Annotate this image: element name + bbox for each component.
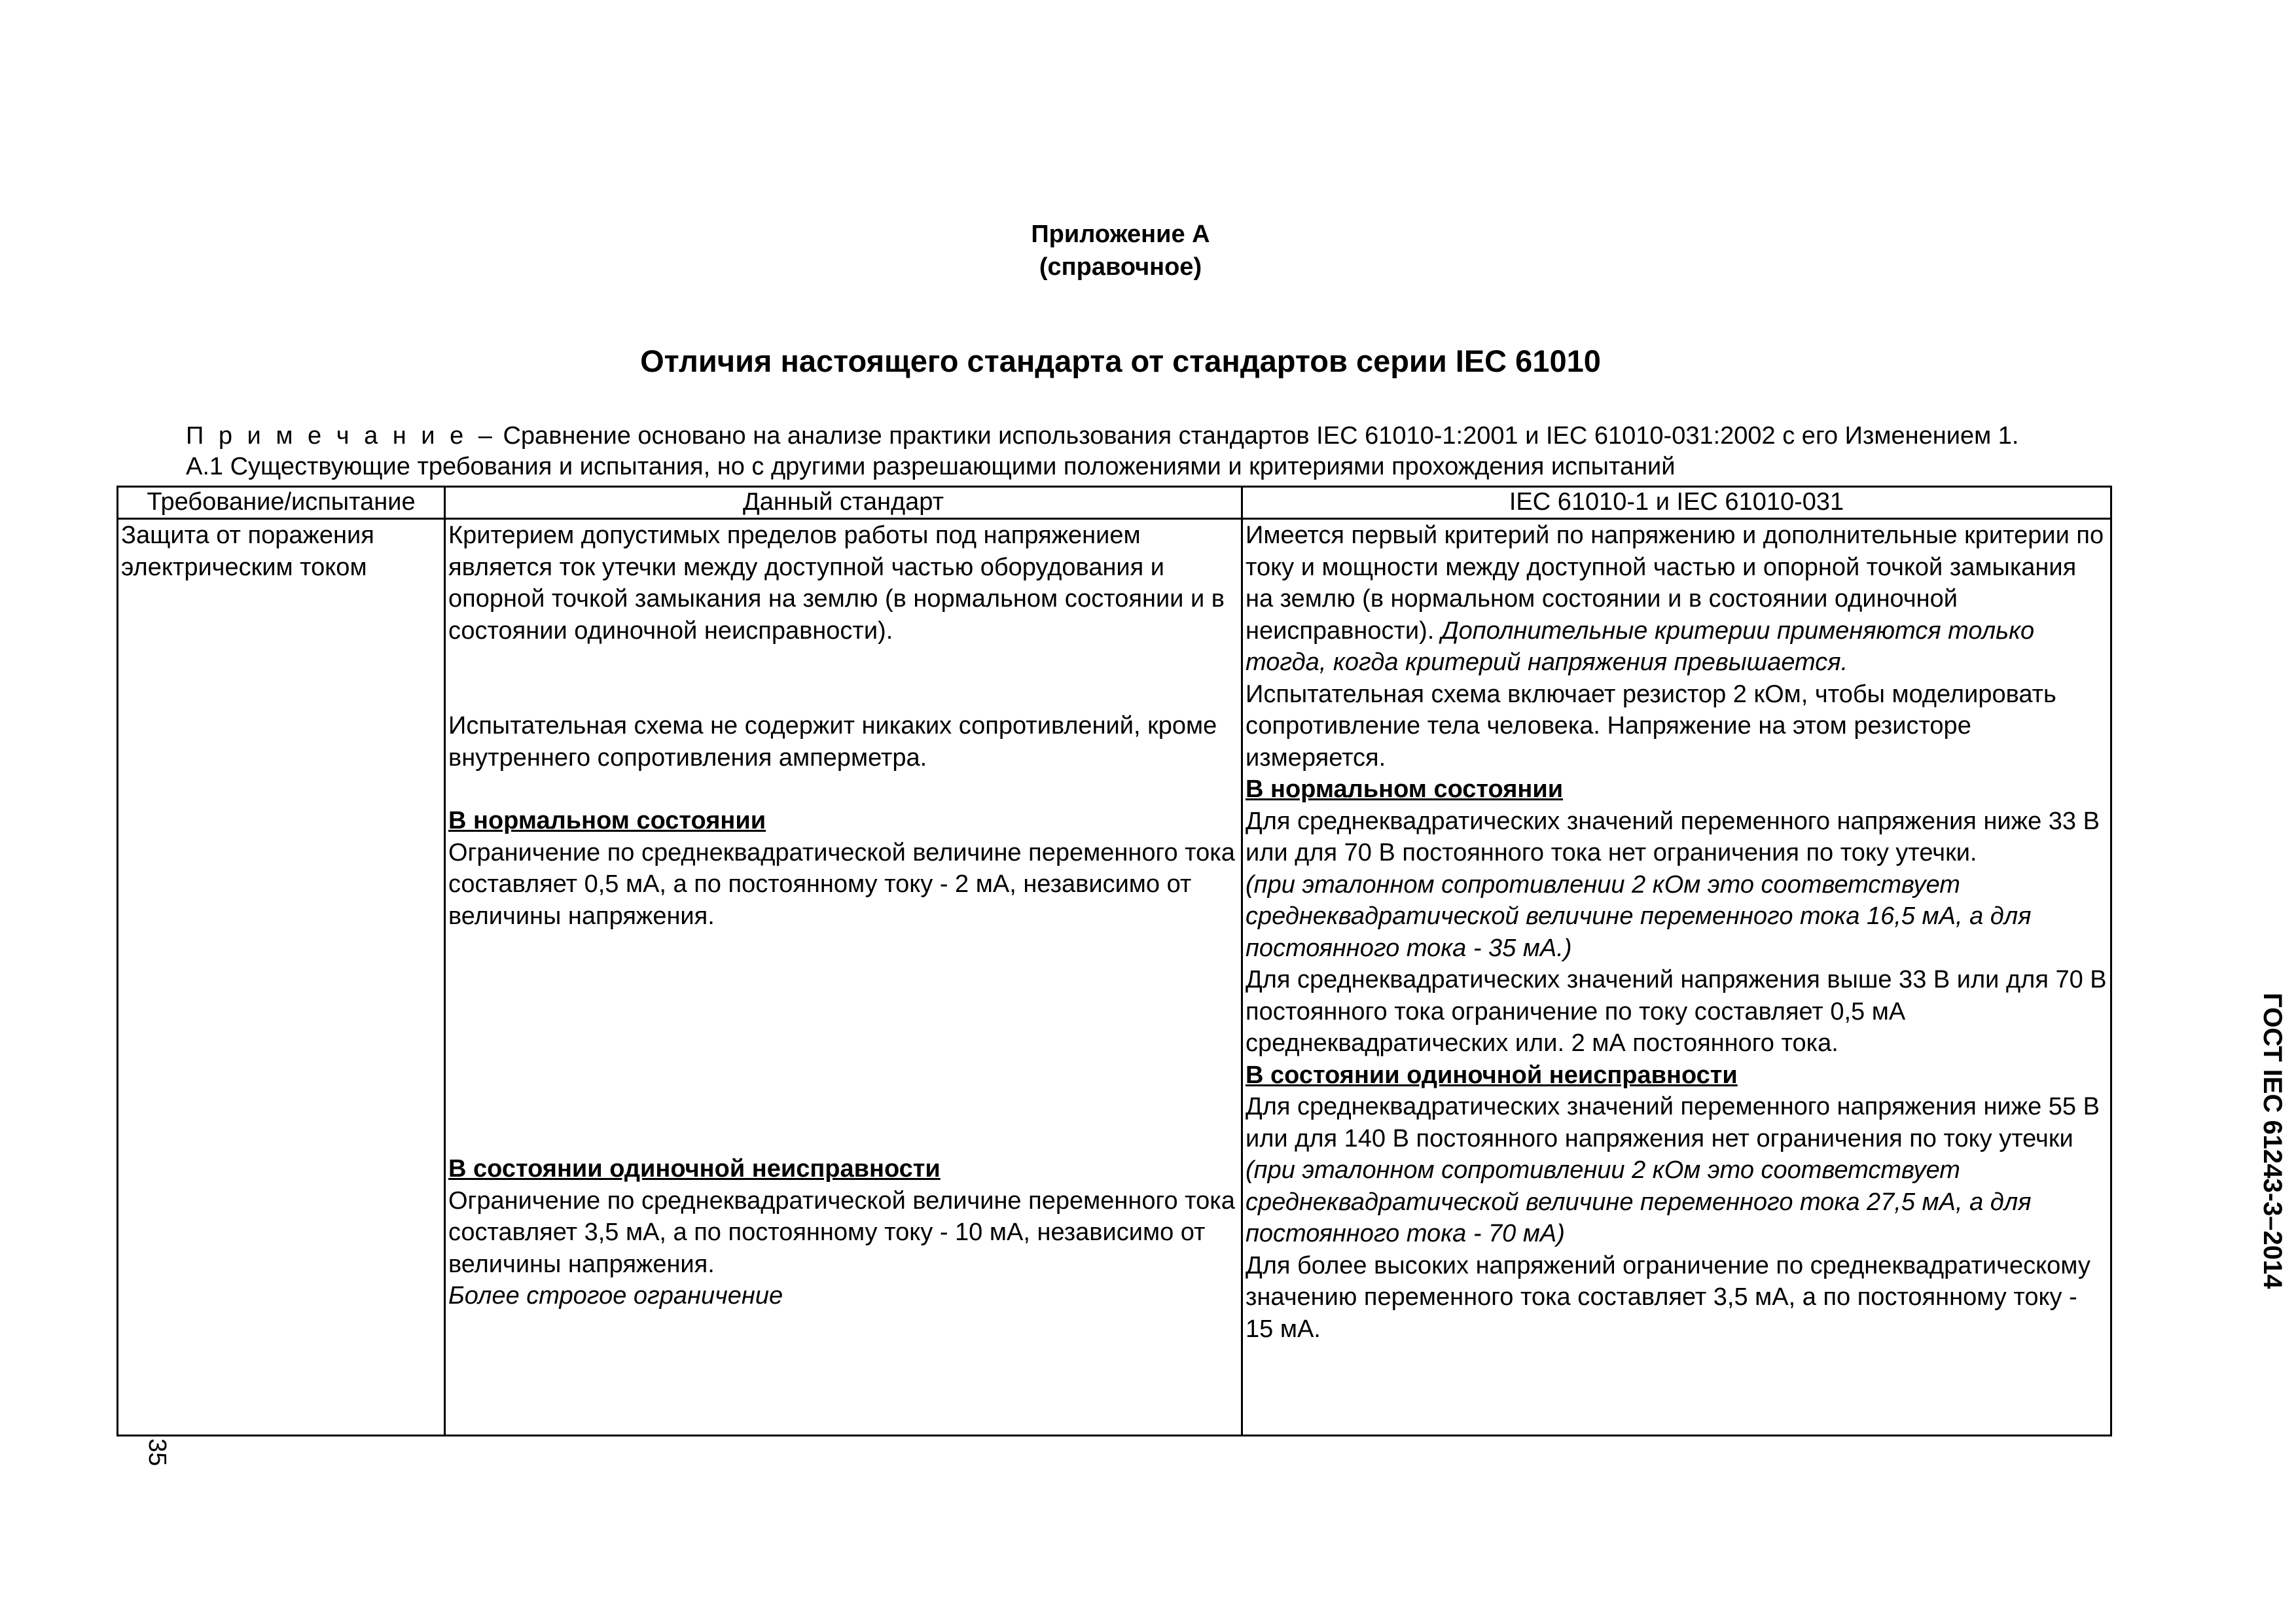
this-standard-cell [445, 519, 1242, 1436]
header-iec: IEC 61010-1 и IEC 61010-031 [1242, 487, 2111, 519]
iec-fault [1246, 1091, 2108, 1250]
iec-criterion-italic: Дополнительные критерии применяются только тогда, когда критерий напряжения превышается. [1246, 616, 2035, 676]
this-standard-circuit: Испытательная схема не содержит никаких сопротивлений, кроме внутреннего сопротивления амперметра. [448, 712, 1217, 772]
iec-criterion-text: Имеется первый критерий по напряжению и дополнительные критерии по току и мощности между доступной частью и опорной точкой замыкания на землю (в нормальном состоянии и в состоянии одиночной неисправности). [1246, 522, 2104, 645]
header-this-standard: Данный стандарт [445, 487, 1242, 519]
this-standard-fault-heading: В состоянии одиночной неисправности [448, 1155, 941, 1183]
iec-normal-italic: (при эталонном сопротивлении 2 кОм это соответствует среднеквадратической величине переменного тока 16,5 мА, а для постоянного тока - 35 мА.) [1246, 870, 2032, 962]
iec-normal-text-2: Для среднеквадратических значений напряжения выше 33 В или для 70 В постоянного тока ограничение по току составляет 0,5 мА среднеквадратических или. 2 мА постоянного тока. [1246, 966, 2107, 1057]
iec-fault-text-2: Для более высоких напряжений ограничение по среднеквадратическому значению переменного тока составляет 3,5 мА, а по постоянному току - 15 мА. [1246, 1251, 2090, 1343]
this-standard-fault-note: Более строгое ограничение [448, 1282, 783, 1310]
this-standard-criterion: Критерием допустимых пределов работы под напряжением является ток утечки между доступной частью оборудования и опорной точкой замыкания на землю (в нормальном состоянии и в состоянии одиночной неисправности). [448, 522, 1225, 645]
table-header-row [118, 487, 2111, 519]
iec-circuit: Испытательная схема включает резистор 2 кОм, чтобы моделировать сопротивление тела человека. Напряжение на этом резисторе измеряется. [1246, 680, 2056, 772]
header-requirement: Требование/испытание [118, 487, 445, 519]
note-text: Сравнение основано на анализе практики использования стандартов IEC 61010-1:2001 и IEC 61010-031:2002 с его Изменением 1. [495, 422, 2019, 450]
table-row [118, 519, 2111, 1436]
annex-title: Приложение А [1031, 221, 1210, 248]
table-caption: А.1 Существующие требования и испытания, но с другими разрешающими положениями и критериями прохождения испытаний [186, 453, 1676, 480]
this-standard-normal-text: Ограничение по среднеквадратической величине переменного тока составляет 0,5 мА, а по постоянному току - 2 мА, независимо от величины напряжения. [448, 838, 1235, 930]
iec-cell [1242, 519, 2111, 1436]
iec-fault-text: Для среднеквадратических значений переменного напряжения ниже 55 В или для 140 В постоянного напряжения нет ограничения по току утечки [1246, 1093, 2100, 1152]
page-title: Отличия настоящего стандарта от стандартов серии IEC 61010 [640, 344, 1601, 378]
page-number: 35 [143, 1438, 171, 1467]
iec-criterion [1246, 520, 2108, 679]
comparison-table [117, 486, 2112, 1436]
requirement-text: Защита от поражения электрическим током [121, 522, 374, 581]
this-standard-normal-heading: В нормальном состоянии [448, 807, 766, 834]
requirement-cell [118, 519, 445, 1436]
this-standard-fault-text: Ограничение по среднеквадратической величине переменного тока составляет 3,5 мА, а по постоянному току - 10 мА, независимо от величины напряжения. [448, 1186, 1235, 1278]
iec-normal-text: Для среднеквадратических значений переменного напряжения ниже 33 В или для 70 В постоянного тока нет ограничения по току утечки. [1246, 807, 2100, 866]
note [186, 422, 2019, 450]
iec-fault-italic: (при эталонном сопротивлении 2 кОм это соответствует среднеквадратической величине переменного тока 27,5 мА, а для постоянного тока - 70 мА) [1246, 1156, 2032, 1247]
note-label: П р и м е ч а н и е – [186, 422, 496, 450]
iec-normal-heading: В нормальном состоянии [1246, 776, 1564, 803]
document-code: ГОСТ IEC 61243-3–2014 [2258, 993, 2287, 1289]
iec-fault-heading: В состоянии одиночной неисправности [1246, 1061, 1738, 1089]
annex-type: (справочное) [1039, 253, 1202, 281]
